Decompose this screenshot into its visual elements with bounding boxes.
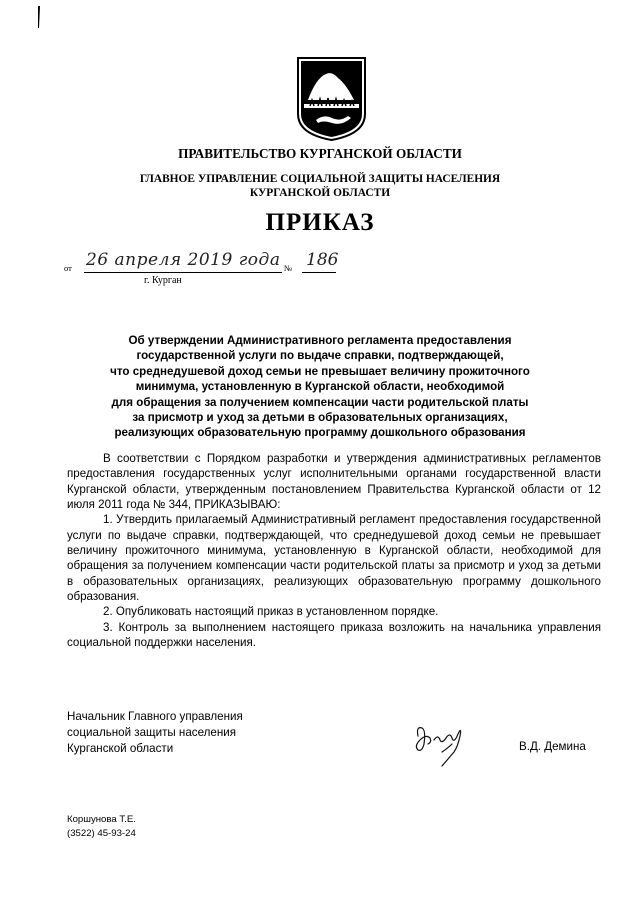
document-type: ПРИКАЗ (265, 209, 375, 236)
city: г. Курган (144, 275, 182, 286)
document-body (67, 451, 601, 650)
executor-info (67, 813, 136, 841)
coat-of-arms-icon (296, 56, 367, 142)
document-subject (60, 333, 580, 441)
subject-line: что среднедушевой доход семьи не превышает величину прожиточного (110, 364, 530, 378)
preamble-paragraph: В соответствии с Порядком разработки и утверждения административных регламентов предоставления государственных услуг исполнительными органами государственной власти Курганской области, утвержденным постановлением Правительства Курганской области от 12 июля 2011 года № 344, ПРИКАЗЫВАЮ: (67, 452, 601, 512)
department-name (0, 173, 640, 200)
subject-line: для обращения за получением компенсации части родительской платы (111, 395, 529, 409)
order-item-3: 3. Контроль за выполнением настоящего приказа возложить на начальника управления социальной поддержки населения. (67, 620, 601, 650)
subject-line: реализующих образовательную программу дошкольного образования (114, 426, 526, 440)
order-item-1: 1. Утвердить прилагаемый Административный регламент предоставления государственной услуги по выдаче справки, подтверждающей, что среднедушевой доход семьи не превышает величину прожиточного минимума, установленную в Курганской области, необходимой для обращения за получением компенсации части родительской платы за присмотр и уход за детьми в образовательных организациях, реализующих образовательную программу дошкольного образования. (67, 513, 601, 604)
handwritten-number: 186 (306, 250, 339, 270)
handwritten-date: 26 апреля 2019 года (86, 250, 281, 270)
executor-phone: (3522) 45-93-24 (67, 828, 136, 839)
date-underline (84, 272, 282, 273)
registration-line (64, 250, 364, 290)
subject-line: Об утверждении Административного регламента предоставления (128, 334, 512, 347)
subject-line: минимума, установленную в Курганской области, необходимой (135, 380, 505, 394)
number-underline (302, 272, 336, 273)
subject-line: государственной услуги по выдаче справки, подтверждающей, (136, 349, 504, 363)
order-item-2: 2. Опубликовать настоящий приказ в установленном порядке. (103, 605, 439, 619)
organization-name: ПРАВИТЕЛЬСТВО КУРГАНСКОЙ ОБЛАСТИ (178, 146, 462, 161)
signer-position-line: социальной защиты населения (67, 726, 237, 739)
signer-position-line: Начальник Главного управления (67, 710, 243, 723)
signer-position (67, 709, 243, 757)
date-from-label: от (64, 263, 72, 273)
subject-line: за присмотр и уход за детьми в образовательных организациях, (132, 411, 508, 425)
department-name-line2: КУРГАНСКОЙ ОБЛАСТИ (249, 186, 391, 199)
signer-position-line: Курганской области (67, 742, 174, 755)
number-label: № (284, 263, 293, 273)
handwritten-signature (412, 722, 468, 772)
signer-name: В.Д. Демина (519, 740, 586, 753)
scan-mark (36, 6, 41, 28)
department-name-line1: ГЛАВНОЕ УПРАВЛЕНИЕ СОЦИАЛЬНОЙ ЗАЩИТЫ НАСЕЛЕНИЯ (139, 173, 501, 185)
executor-name: Коршунова Т.Е. (67, 814, 136, 825)
